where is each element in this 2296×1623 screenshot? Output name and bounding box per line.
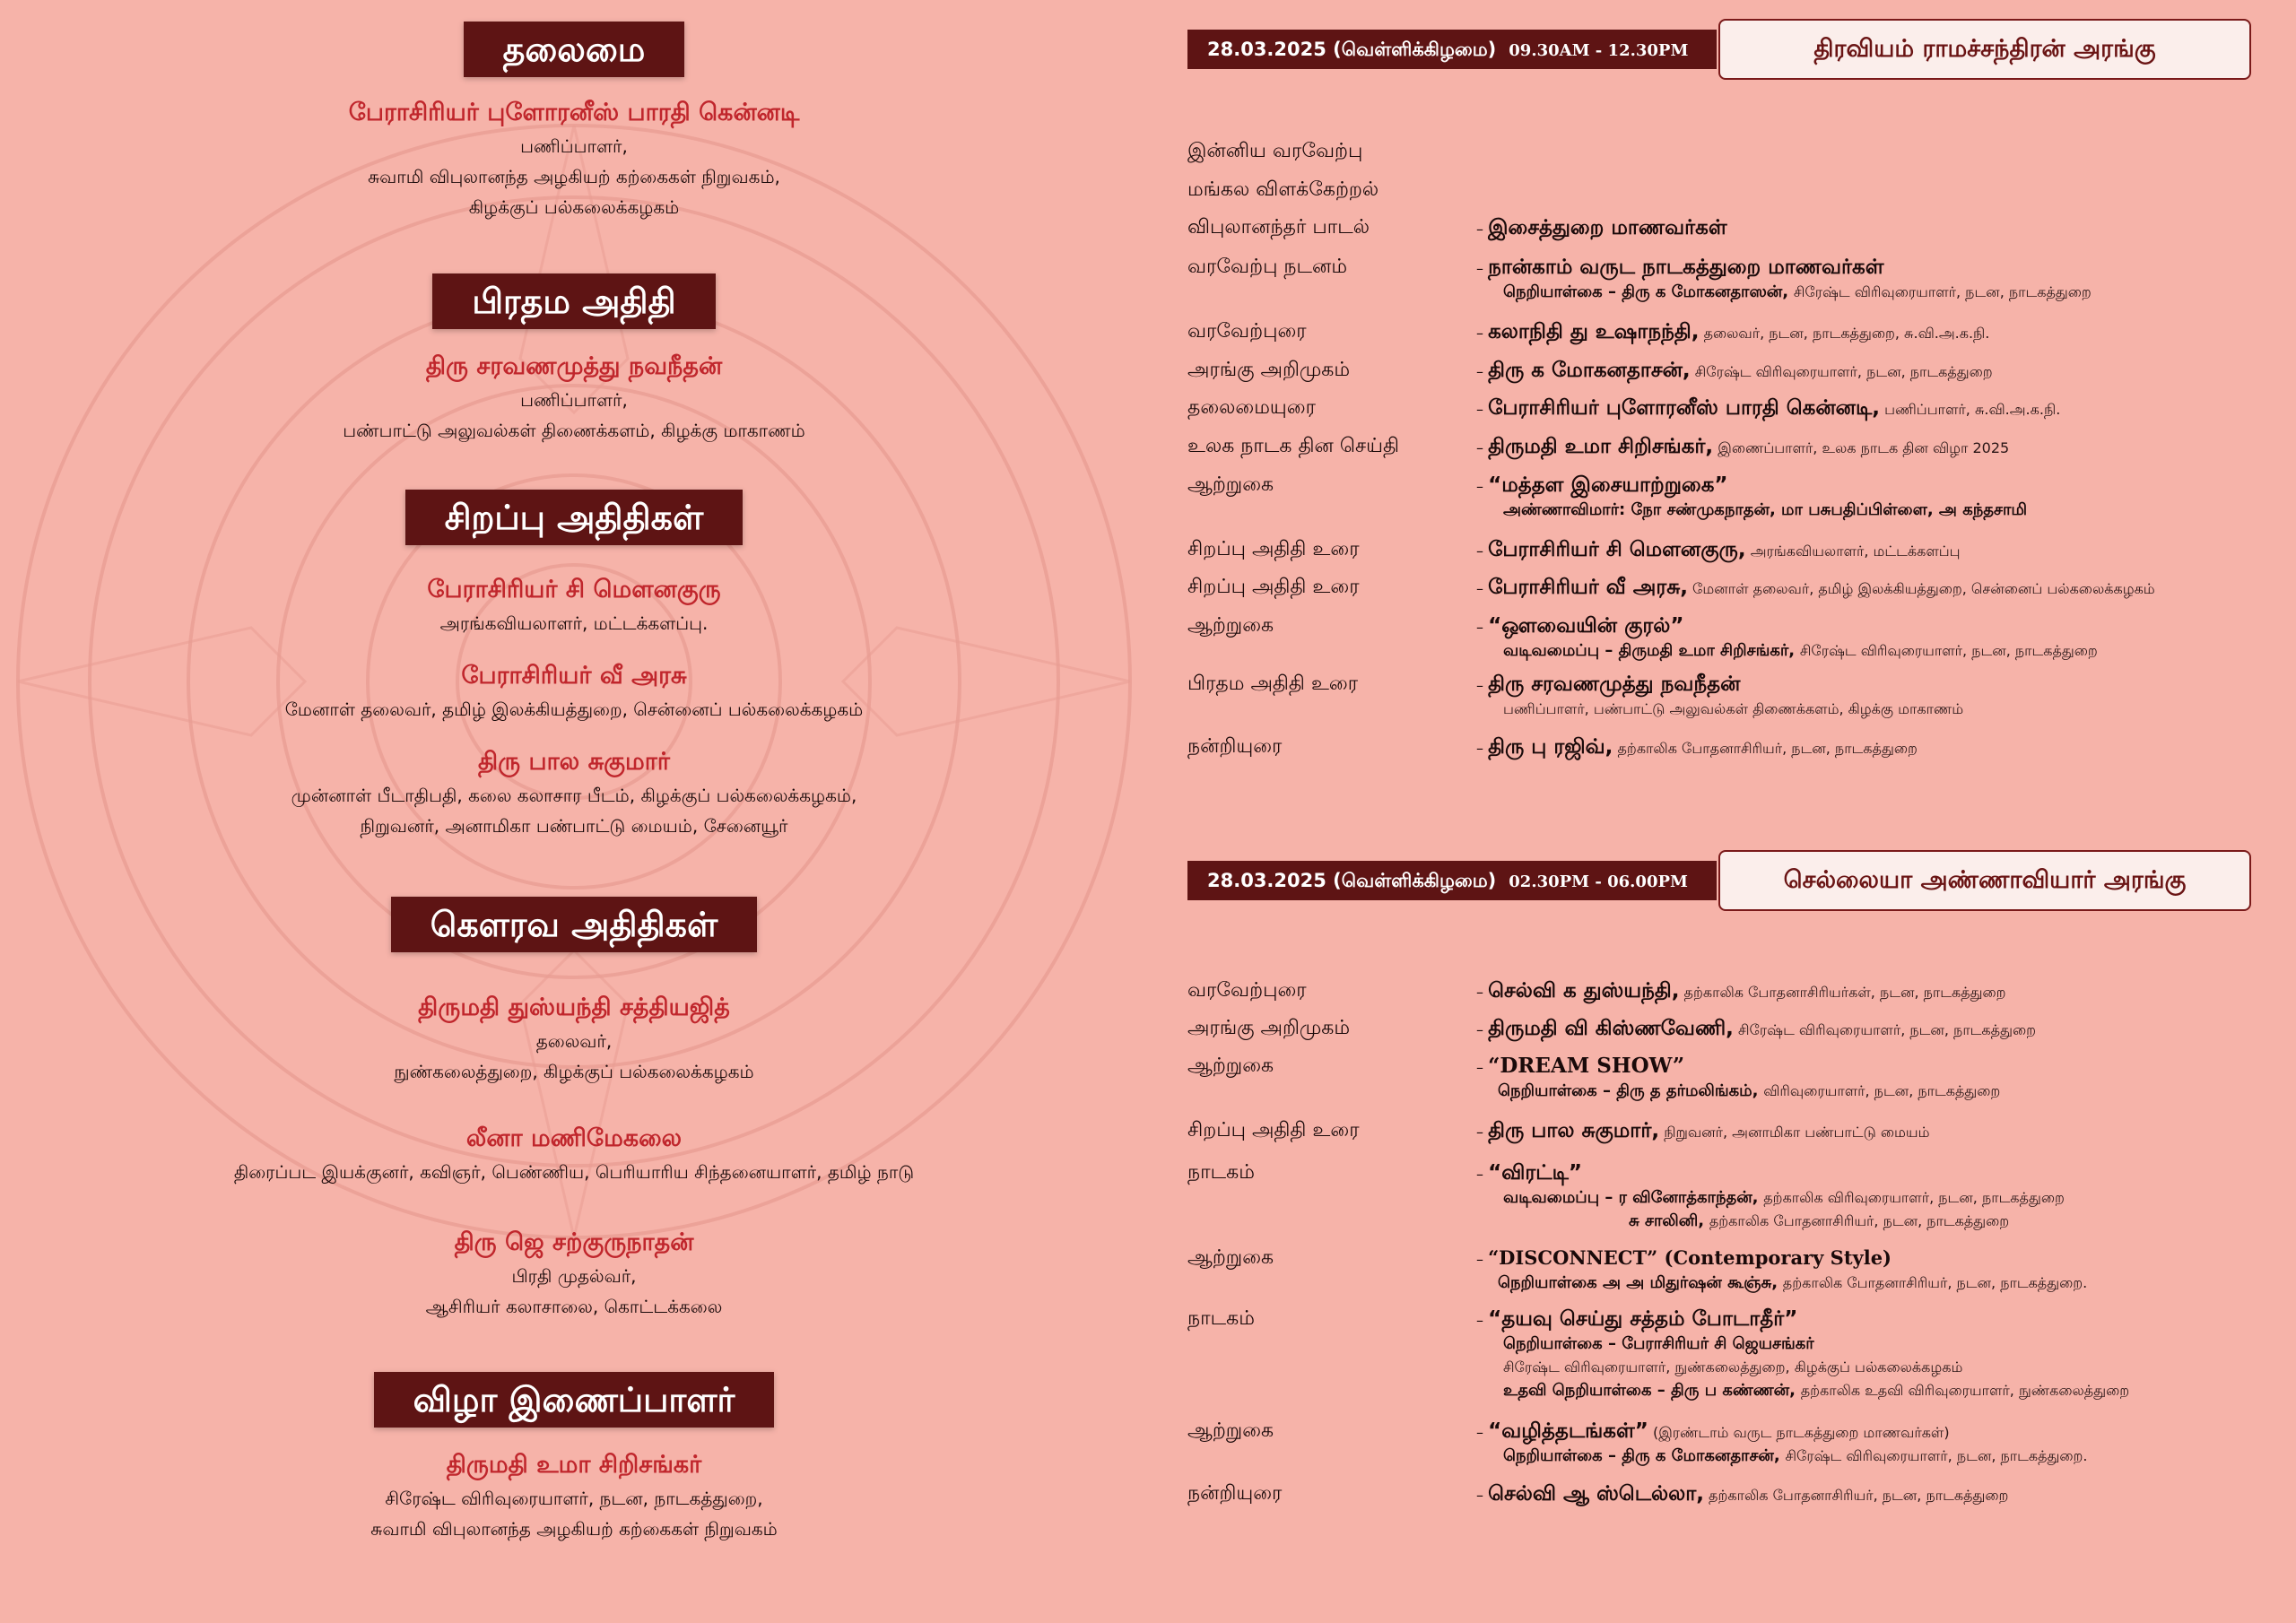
dash: – (1476, 740, 1483, 757)
dash: – (1476, 1021, 1483, 1038)
special-guests-section (0, 490, 1148, 841)
row-desc: தற்காலிக போதனாசிரியர்கள், நடன, நாடகத்துறை (1683, 984, 2006, 1001)
row-sub-desc: தற்காலிக விரிவுரையாளர், நடன, நாடகத்துறை (1763, 1189, 2065, 1206)
row-name: நான்காம் வருட நாடகத்துறை மாணவர்கள் (1488, 256, 1884, 279)
row-sub-name: வடிவமைப்பு – ர வினோத்காந்தன், (1503, 1188, 1759, 1207)
prime-guest-section (0, 273, 1148, 446)
row-sub-name: நெறியாள்கை அ அ மிதுர்ஷன் கூஞ்சு, (1498, 1273, 1779, 1292)
chief-line: சுவாமி விபுலானந்த அழகியற் கற்கைகள் நிறுவகம், (368, 166, 780, 187)
dash: – (1476, 984, 1483, 1001)
row-desc: இணைப்பாளர், உலக நாடக தின விழா 2025 (1718, 439, 2010, 456)
special-guest-line: அரங்கவியலாளர், மட்டக்களப்பு. (439, 612, 709, 634)
row-name: திருமதி வி கிஸ்ணவேணி, (1488, 1017, 1734, 1040)
dash: – (1476, 580, 1483, 597)
chief-section (0, 22, 1148, 222)
row-desc: (இரண்டாம் வருட நாடகத்துறை மாணவர்கள்) (1652, 1424, 1950, 1441)
row-sub-desc: சிரேஷ்ட விரிவுரையாளர், நடன, நாடகத்துறை. (1785, 1447, 2088, 1464)
row-sub-name: நெறியாள்கை – திரு த தர்மலிங்கம், (1498, 1081, 1759, 1100)
row-name: பேராசிரியர் சி மௌனகுரு, (1488, 538, 1746, 561)
row-label: விபுலானந்தர் பாடல் (1187, 216, 1370, 239)
session1-time: 09.30AM - 12.30PM (1509, 41, 1689, 60)
chief-header: தலைமை (464, 22, 685, 77)
coordinator-line: சுவாமி விபுலானந்த அழகியற் கற்கைகள் நிறுவகம் (370, 1518, 778, 1540)
dash: – (1476, 619, 1483, 636)
row-name: திரு பு ரஜிவ், (1488, 735, 1613, 759)
row-sub-desc: சிரேஷ்ட விரிவுரையாளர், நடன, நாடகத்துறை (1799, 642, 2098, 659)
session1-date-bar (1187, 30, 1717, 69)
dash: – (1476, 1424, 1483, 1441)
row-label: ஆற்றுகை (1187, 1419, 1274, 1442)
row-name: திருமதி உமா சிறிசங்கர், (1488, 435, 1714, 458)
prime-guest-header: பிரதம அதிதி (432, 273, 715, 329)
row-name: செல்வி ஆ ஸ்டெல்லா, (1488, 1482, 1704, 1506)
row-desc: நிறுவனர், அனாமிகா பண்பாட்டு மையம் (1664, 1124, 1930, 1141)
dash: – (1476, 260, 1483, 277)
row-desc: தற்காலிக போதனாசிரியர், நடன, நாடகத்துறை (1709, 1487, 2009, 1504)
row-name: “வழித்தடங்கள்” (1488, 1419, 1648, 1443)
special-guest-line: நிறுவனர், அனாமிகா பண்பாட்டு மையம், சேனையூர் (360, 815, 788, 837)
coordinator-line: சிரேஷ்ட விரிவுரையாளர், நடன, நாடகத்துறை, (385, 1488, 763, 1509)
row-name: திரு பால சுகுமார், (1488, 1119, 1660, 1142)
honorary-guest-line: தலைவர், (535, 1030, 613, 1052)
row-label: நன்றியுரை (1187, 1482, 1283, 1505)
right-panel (1184, 0, 2260, 1623)
row-sub-name: நெறியாள்கை – பேராசிரியர் சி ஜெயசங்கர் (1503, 1334, 1814, 1353)
special-guest-line: முன்னாள் பீடாதிபதி, கலை கலாசார பீடம், கிழக்குப் பல்கலைக்கழகம், (291, 785, 857, 806)
dash: – (1476, 1166, 1483, 1183)
dash: – (1476, 677, 1483, 694)
row-sub-desc: சிரேஷ்ட விரிவுரையாளர், நடன, நாடகத்துறை (1793, 283, 2092, 300)
row-label: சிறப்பு அதிதி உரை (1187, 1119, 1360, 1141)
row-name: “தயவு செய்து சத்தம் போடாதீர்” (1488, 1307, 1798, 1331)
row-label: ஆற்றுகை (1187, 473, 1274, 496)
row-label: வரவேற்புரை (1187, 320, 1307, 343)
row-label: ஆற்றுகை (1187, 1246, 1274, 1269)
row-name: கலாநிதி து உஷாநந்தி, (1488, 320, 1700, 343)
session1-banner (1187, 19, 2251, 80)
row-sub-desc: பணிப்பாளர், பண்பாட்டு அலுவல்கள் திணைக்களம், கிழக்கு மாகாணம் (1503, 700, 1964, 717)
dash: – (1476, 221, 1483, 238)
row-name: “விரட்டி” (1488, 1161, 1582, 1185)
row-label: நன்றியுரை (1187, 735, 1283, 758)
special-guest-name: பேராசிரியர் வீ அரசு (461, 662, 687, 690)
row-name: பேராசிரியர் புளோரனீஸ் பாரதி கென்னடி, (1488, 396, 1880, 420)
row-name: “DISCONNECT” (Contemporary Style) (1488, 1246, 1892, 1269)
row-name: “DREAM SHOW” (1488, 1054, 1685, 1078)
dash: – (1476, 439, 1483, 456)
row-desc: சிரேஷ்ட விரிவுரையாளர், நடன, நாடகத்துறை (1738, 1021, 2036, 1038)
honorary-guest-line: பிரதி முதல்வர், (511, 1265, 637, 1287)
row-desc: பணிப்பாளர், சு.வி.அ.க.நி. (1884, 401, 2061, 418)
row-desc: மேனாள் தலைவர், தமிழ் இலக்கியத்துறை, சென்னைப் பல்கலைக்கழகம் (1692, 580, 2155, 597)
dash: – (1476, 363, 1483, 380)
session2-date: 28.03.2025 (வெள்ளிக்கிழமை) (1207, 870, 1497, 891)
row-label: பிரதம அதிதி உரை (1187, 673, 1359, 695)
row-sub-name: நெறியாள்கை – திரு க மோகனதாசன், (1503, 1446, 1780, 1465)
row-name: திரு க மோகனதாசன், (1488, 359, 1691, 382)
row-sub-desc: சிரேஷ்ட விரிவுரையாளர், நுண்கலைத்துறை, கிழக்குப் பல்கலைக்கழகம் (1503, 1358, 1963, 1376)
row-label: சிறப்பு அதிதி உரை (1187, 538, 1360, 560)
honorary-guest-name: லீனா மணிமேகலை (465, 1124, 683, 1152)
dash: – (1476, 401, 1483, 418)
dash: – (1476, 325, 1483, 342)
coordinator-name: திருமதி உமா சிறிசங்கர் (446, 1451, 702, 1479)
row-name: பேராசிரியர் வீ அரசு, (1488, 576, 1688, 599)
row-sub-name: அண்ணாவிமார்: நோ சண்முகநாதன், மா பசுபதிப்பிள்ளை, அ கந்தசாமி (1503, 500, 2028, 519)
session1-date: 28.03.2025 (வெள்ளிக்கிழமை) (1207, 39, 1497, 60)
row-desc: அரங்கவியலாளர், மட்டக்களப்பு (1750, 542, 1961, 560)
row-label: வரவேற்பு நடனம் (1187, 256, 1348, 278)
dash: – (1476, 1251, 1483, 1268)
row-label: இன்னிய வரவேற்பு (1187, 140, 1363, 162)
row-name: திரு சரவணமுத்து நவநீதன் (1488, 673, 1741, 696)
row-desc: சிரேஷ்ட விரிவுரையாளர், நடன, நாடகத்துறை (1694, 363, 1993, 380)
row-label: ஆற்றுகை (1187, 614, 1274, 637)
chief-line: பணிப்பாளர், (520, 135, 628, 157)
row-name: “ஔவையின் குரல்” (1488, 614, 1684, 638)
row-label: அரங்கு அறிமுகம் (1187, 359, 1351, 381)
honorary-guest-line: திரைப்பட இயக்குனர், கவிஞர், பெண்ணிய, பெரியாரிய சிந்தனையாளர், தமிழ் நாடு (233, 1161, 915, 1183)
dash: – (1476, 1487, 1483, 1504)
row-desc: தலைவர், நடன, நாடகத்துறை, சு.வி.அ.க.நி. (1703, 325, 1990, 342)
row-label: நாடகம் (1187, 1161, 1255, 1184)
honorary-guest-line: ஆசிரியர் கலாசாலை, கொட்டக்கலை (425, 1296, 723, 1317)
row-sub-desc: தற்காலிக உதவி விரிவுரையாளர், நுண்கலைத்துறை (1800, 1382, 2130, 1399)
row-sub-desc: தற்காலிக போதனாசிரியர், நடன, நாடகத்துறை. (1782, 1274, 2088, 1291)
row-label: உலக நாடக தின செய்தி (1187, 435, 1400, 457)
dash: – (1476, 478, 1483, 495)
coordinator-header: விழா இணைப்பாளர் (374, 1372, 775, 1428)
row-label: நாடகம் (1187, 1307, 1255, 1330)
session2-hall: செல்லையா அண்ணாவியார் அரங்கு (1718, 850, 2251, 911)
coordinator-section (0, 1372, 1148, 1544)
row-sub-desc: விரிவுரையாளர், நடன, நாடகத்துறை (1763, 1082, 2001, 1099)
special-guest-name: திரு பால சுகுமார் (478, 748, 670, 776)
row-sub-desc: தற்காலிக போதனாசிரியர், நடன, நாடகத்துறை (1709, 1212, 2010, 1229)
dash: – (1476, 1124, 1483, 1141)
dash: – (1476, 1059, 1483, 1076)
session2-date-bar (1187, 861, 1717, 900)
row-label: தலைமையுரை (1187, 396, 1316, 419)
row-desc: தற்காலிக போதனாசிரியர், நடன, நாடகத்துறை (1617, 740, 1918, 757)
row-name: செல்வி க துஸ்யந்தி, (1488, 979, 1680, 1002)
row-sub-name: உதவி நெறியாள்கை – திரு ப கண்ணன், (1503, 1381, 1796, 1400)
honorary-guest-name: திரு ஜெ சற்குருநாதன் (454, 1228, 694, 1256)
honorary-guest-line: நுண்கலைத்துறை, கிழக்குப் பல்கலைக்கழகம் (394, 1061, 754, 1082)
row-label: ஆற்றுகை (1187, 1055, 1274, 1077)
special-guest-name: பேராசிரியர் சி மௌனகுரு (427, 576, 721, 603)
dash: – (1476, 542, 1483, 560)
row-name: “மத்தள இசையாற்றுகை” (1488, 473, 1728, 497)
row-sub-name: சு சாலினி, (1629, 1211, 1705, 1230)
row-sub-name: நெறியாள்கை – திரு க மோகனதாஸன், (1503, 282, 1789, 301)
row-name: இசைத்துறை மாணவர்கள் (1488, 216, 1727, 239)
honorary-guest-name: திருமதி துஸ்யந்தி சத்தியஜித் (418, 994, 730, 1021)
row-label: வரவேற்புரை (1187, 979, 1307, 1002)
row-sub-name: வடிவமைப்பு – திருமதி உமா சிறிசங்கர், (1503, 641, 1796, 660)
session1-hall: திரவியம் ராமச்சந்திரன் அரங்கு (1718, 19, 2251, 80)
row-label: அரங்கு அறிமுகம் (1187, 1017, 1351, 1039)
dash: – (1476, 1312, 1483, 1329)
prime-guest-line: பண்பாட்டு அலுவல்கள் திணைக்களம், கிழக்கு மாகாணம் (343, 420, 805, 441)
session2-banner (1187, 850, 2251, 911)
honorary-guests-section (0, 897, 1148, 1322)
row-label: மங்கல விளக்கேற்றல் (1187, 178, 1379, 201)
prime-guest-line: பணிப்பாளர், (520, 389, 628, 411)
special-guest-line: மேனாள் தலைவர், தமிழ் இலக்கியத்துறை, சென்னைப் பல்கலைக்கழகம் (284, 699, 864, 720)
chief-name: பேராசிரியர் புளோரனீஸ் பாரதி கென்னடி (348, 99, 800, 126)
special-guests-header: சிறப்பு அதிதிகள் (405, 490, 744, 545)
chief-line: கிழக்குப் பல்கலைக்கழகம் (468, 196, 680, 218)
prime-guest-name: திரு சரவணமுத்து நவநீதன் (425, 352, 723, 380)
session2-time: 02.30PM - 06.00PM (1509, 872, 1688, 891)
honorary-guests-header: கௌரவ அதிதிகள் (391, 897, 758, 952)
row-label: சிறப்பு அதிதி உரை (1187, 576, 1360, 598)
